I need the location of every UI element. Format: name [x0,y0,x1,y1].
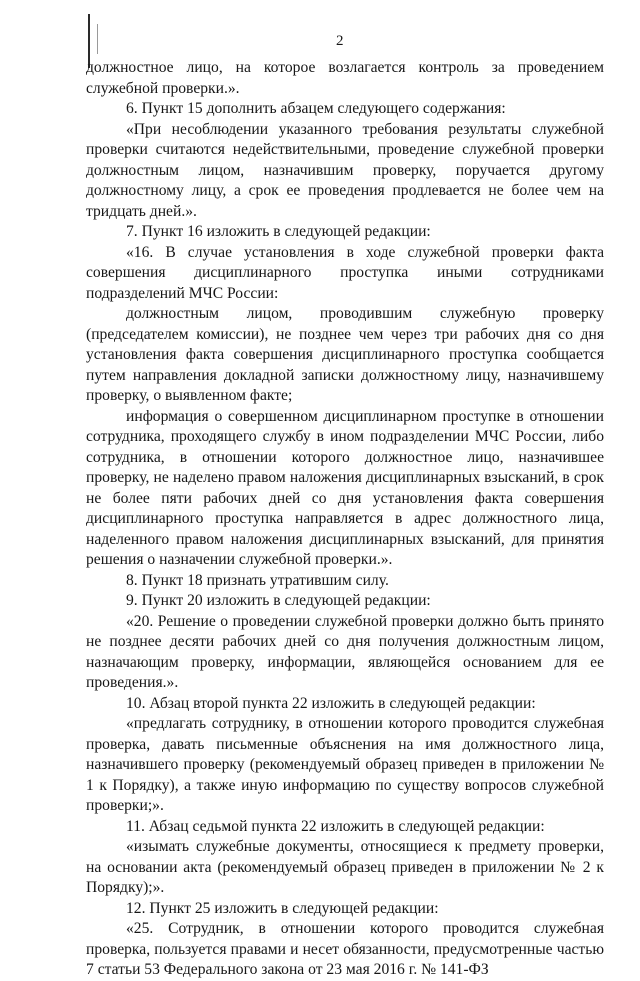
paragraph-quote-22-seventh: «изымать служебные документы, относящиеся к предмету проверки, на основании акта (рекомендуемый образец приведен в приложении № 2 к Порядку);». [86,838,604,896]
document-body [86,58,604,981]
paragraph-16-first-case: должностным лицом, проводившим служебную проверку (председателем комиссии), не позднее чем через три рабочих дня со дня установления факта совершения дисциплинарного проступка сообщается путем направления докладной записки должностному лицу, назначившему проверку, о выявленном факте; [86,305,604,404]
paragraph-continuation: должностное лицо, на которое возлагается контроль за проведением служебной проверки.». [86,59,604,97]
paragraph-item-8: 8. Пункт 18 признать утратившим силу. [126,571,389,589]
paragraph-item-12: 12. Пункт 25 изложить в следующей редакции: [126,899,439,917]
paragraph-quote-20: «20. Решение о проведении служебной проверки должно быть принято не позднее десяти рабочих дней со дня получения должностным лицом, назначающим проверку, информации, являющейся основанием для ее проведения.». [86,612,604,691]
paragraph-item-10: 10. Абзац второй пункта 22 изложить в следующей редакции: [126,694,536,712]
paragraph-quote-25: «25. Сотрудник, в отношении которого проводится служебная проверка, пользуется правами и несет обязанности, предусмотренные частью 7 статьи 53 Федерального закона от 23 мая 2016 г. № 141-ФЗ [86,920,604,978]
paragraph-quote-15: «При несоблюдении указанного требования результаты служебной проверки считаются недействительными, проведение служебной проверки должностным лицом, назначившим проверку, поручается другому должностному лицу, а срок ее проведения продлевается не более чем на тридцать дней.». [86,120,604,220]
paragraph-item-9: 9. Пункт 20 изложить в следующей редакции: [126,592,431,609]
scan-margin-mark-faint [97,24,98,54]
page-number: 2 [336,33,344,49]
paragraph-item-7: 7. Пункт 16 изложить в следующей редакции: [126,223,431,240]
paragraph-item-11: 11. Абзац седьмой пункта 22 изложить в следующей редакции: [126,817,545,835]
paragraph-item-6: 6. Пункт 15 дополнить абзацем следующего содержания: [126,100,506,117]
paragraph-quote-16: «16. В случае установления в ходе служебной проверки факта совершения дисциплинарного проступка иными сотрудниками подразделений МЧС России: [86,243,604,302]
paragraph-quote-22-second: «предлагать сотруднику, в отношении которого проводится служебная проверка, давать письменные объяснения на имя должностного лица, назначившего проверку (рекомендуемый образец приведен в приложении № 1 к Порядку), а также иную информацию по существу вопросов служебной проверки;». [86,715,604,814]
paragraph-16-second-case: информация о совершенном дисциплинарном проступке в отношении сотрудника, проходящего службу в ином подразделении МЧС России, либо сотрудника, в отношении которого должностное лицо, назначившее проверку, не наделено правом наложения дисциплинарных взысканий, в срок не более пяти рабочих дней со дня установления факта совершения дисциплинарного проступка направляется в адрес должностного лица, наделенного правом наложения дисциплинарных взысканий, для принятия решения о назначении служебной проверки.». [86,407,604,568]
